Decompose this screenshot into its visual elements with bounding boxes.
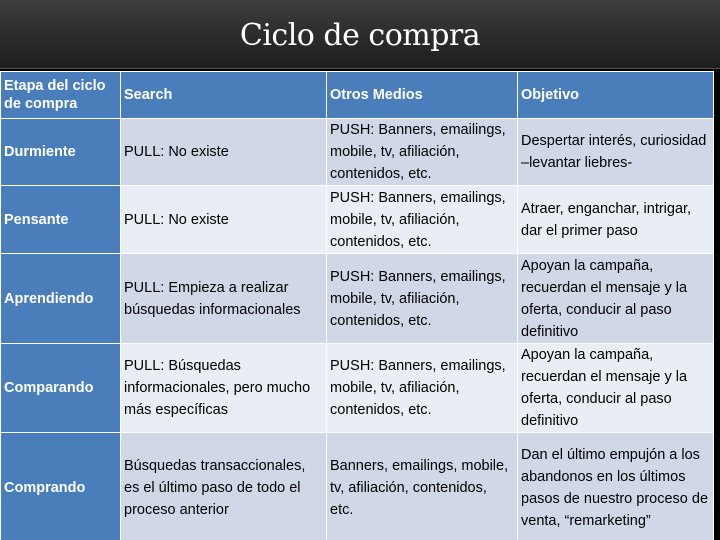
objective-cell: Apoyan la campaña, recuerdan el mensaje y la oferta, conducir al paso definitivo [518, 344, 714, 433]
objective-cell: Dan el último empujón a los abandonos en los últimos pasos de nuestro proceso de venta, “remarketing” [518, 433, 714, 540]
other-media-cell: PUSH: Banners, emailings, mobile, tv, afiliación, contenidos, etc. [327, 119, 518, 186]
table-row [1, 119, 714, 186]
table-row [1, 186, 714, 254]
table-row [1, 433, 714, 540]
stage-cell: Pensante [1, 186, 121, 254]
table-row [1, 344, 714, 433]
stage-cell: Comparando [1, 344, 121, 433]
other-media-cell: Banners, emailings, mobile, tv, afiliación, contenidos, etc. [327, 433, 518, 540]
stage-cell: Durmiente [1, 119, 121, 186]
search-cell: Búsquedas transaccionales, es el último paso de todo el proceso anterior [121, 433, 327, 540]
table-row [1, 254, 714, 344]
header-stage: Etapa del ciclo de compra [1, 72, 121, 119]
search-cell: PULL: Búsquedas informacionales, pero mucho más específicas [121, 344, 327, 433]
header-other-media: Otros Medios [327, 72, 518, 119]
purchase-cycle-table [0, 71, 714, 540]
other-media-cell: PUSH: Banners, emailings, mobile, tv, afiliación, contenidos, etc. [327, 254, 518, 344]
objective-cell: Apoyan la campaña, recuerdan el mensaje y la oferta, conducir al paso definitivo [518, 254, 714, 344]
table-header-row [1, 72, 714, 119]
search-cell: PULL: Empieza a realizar búsquedas informacionales [121, 254, 327, 344]
other-media-cell: PUSH: Banners, emailings, mobile, tv, afiliación, contenidos, etc. [327, 186, 518, 254]
header-search: Search [121, 72, 327, 119]
other-media-cell: PUSH: Banners, emailings, mobile, tv, afiliación, contenidos, etc. [327, 344, 518, 433]
search-cell: PULL: No existe [121, 119, 327, 186]
stage-cell: Comprando [1, 433, 121, 540]
search-cell: PULL: No existe [121, 186, 327, 254]
objective-cell: Atraer, enganchar, intrigar, dar el primer paso [518, 186, 714, 254]
title-bar [0, 0, 720, 69]
objective-cell: Despertar interés, curiosidad –levantar liebres- [518, 119, 714, 186]
header-objective: Objetivo [518, 72, 714, 119]
stage-cell: Aprendiendo [1, 254, 121, 344]
slide-title: Ciclo de compra [239, 17, 481, 53]
